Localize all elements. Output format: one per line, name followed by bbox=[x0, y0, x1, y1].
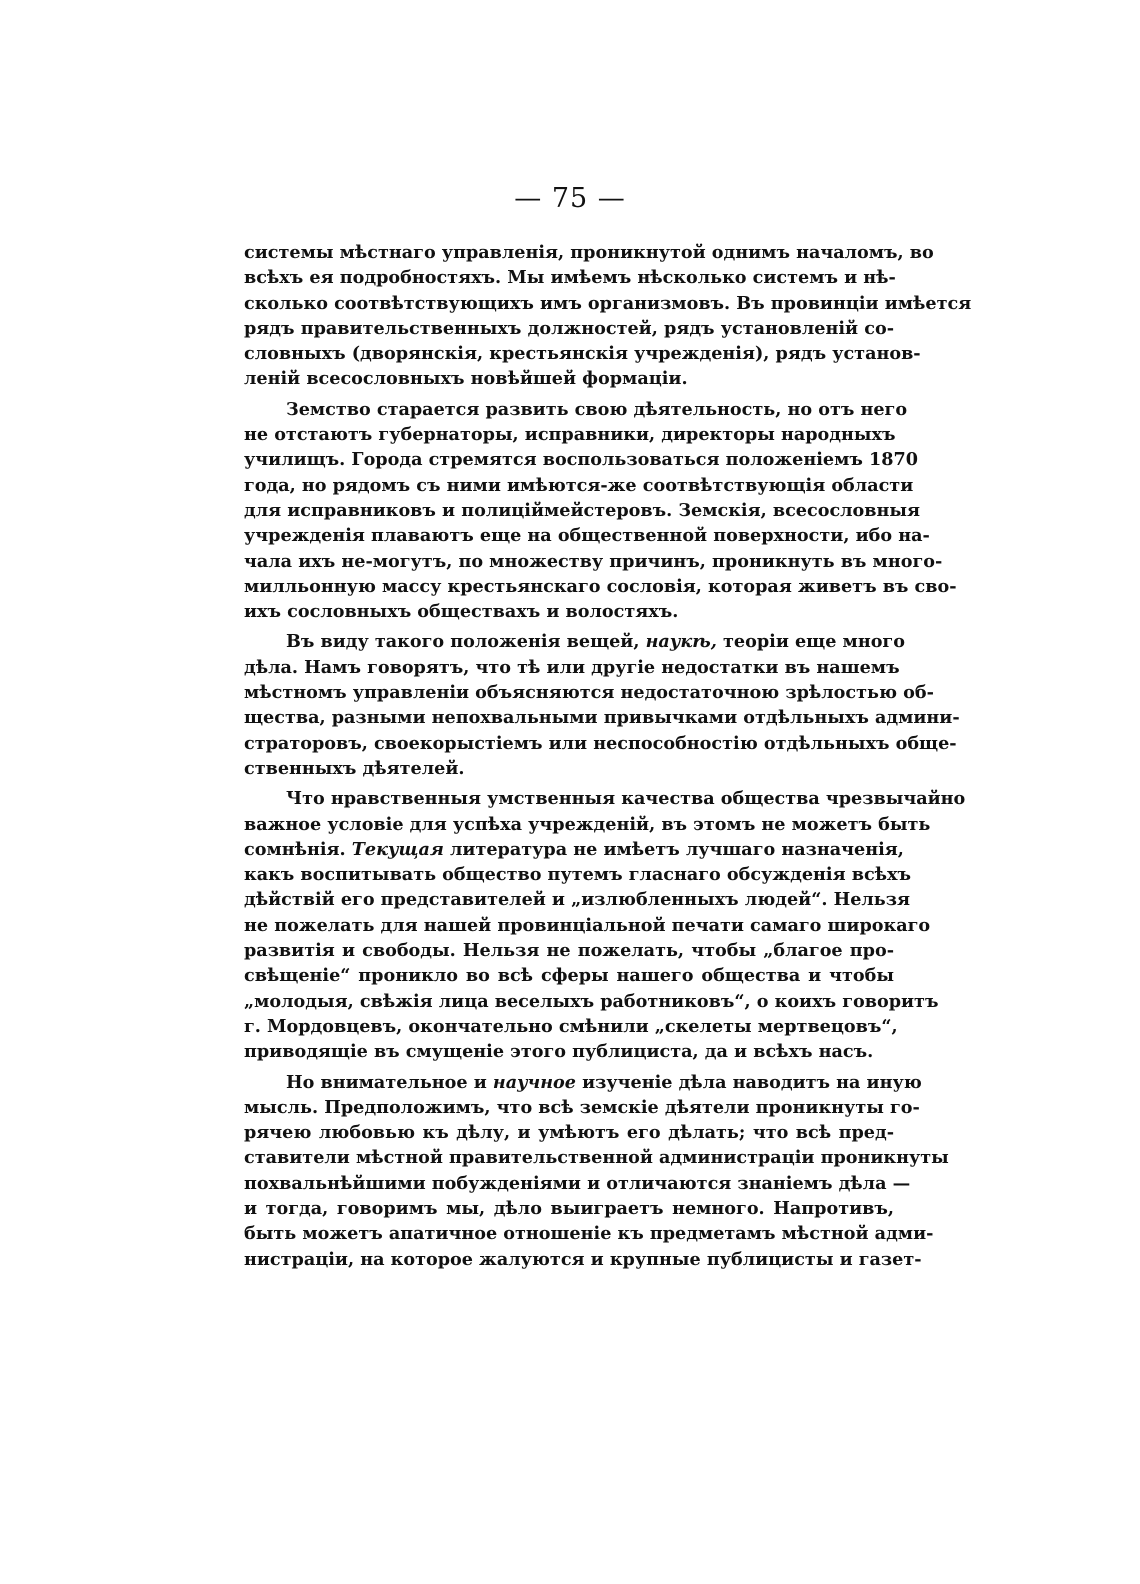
text-line: мѣстномъ управленіи объясняются недостаточною зрѣлостью об- bbox=[244, 682, 934, 704]
text-line: года, но рядомъ съ ними имѣются-же соотвѣтствующія области bbox=[244, 474, 914, 496]
paragraph bbox=[244, 786, 966, 1064]
italic-word: Текущая bbox=[351, 838, 444, 860]
text-line: леній всесословныхъ новѣйшей формаціи. bbox=[244, 368, 688, 390]
text-line: словныхъ (дворянскія, крестьянскія учрежденія), рядъ установ- bbox=[244, 343, 921, 365]
text-line: страторовъ, своекорыстіемъ или неспособностію отдѣльныхъ обще- bbox=[244, 732, 957, 754]
text-line: дѣйствій его представителей и „излюбленныхъ людей“. Нельзя bbox=[244, 889, 910, 911]
text-line: рячею любовью къ дѣлу, и умѣютъ его дѣлать; что всѣ пред- bbox=[244, 1122, 894, 1144]
text-line: ственныхъ дѣятелей. bbox=[244, 757, 465, 779]
text-line: не пожелать для нашей провинціальной печати самаго широкаго bbox=[244, 914, 931, 936]
text-line: быть можетъ апатичное отношеніе къ предметамъ мѣстной адми- bbox=[244, 1223, 934, 1245]
paragraph bbox=[244, 240, 972, 392]
text-line: мысль. Предположимъ, что всѣ земскіе дѣятели проникнуты го- bbox=[244, 1096, 920, 1118]
italic-word: научное bbox=[492, 1071, 576, 1093]
text-line: Земство старается развить свою дѣятельность, но отъ него bbox=[286, 398, 908, 420]
text-line: свѣщеніе“ проникло во всѣ сферы нашего общества и чтобы bbox=[244, 965, 894, 987]
text-run: теоріи еще много bbox=[716, 631, 905, 653]
text-line: „молодыя, свѣжія лица веселыхъ работниковъ“, о коихъ говоритъ bbox=[244, 990, 939, 1012]
text-line: милльонную массу крестьянскаго сословія, которая живетъ въ сво- bbox=[244, 575, 957, 597]
paragraph bbox=[244, 629, 960, 781]
text-run: сомнѣнія. bbox=[244, 838, 352, 860]
text-run: литература не имѣетъ лучшаго назначенія, bbox=[443, 838, 904, 860]
text-line: не отстаютъ губернаторы, исправники, директоры народныхъ bbox=[244, 424, 896, 446]
text-line: всѣхъ ея подробностяхъ. Мы имѣемъ нѣсколько системъ и нѣ- bbox=[244, 267, 896, 289]
text-line: и тогда, говоримъ мы, дѣло выиграетъ немного. Напротивъ, bbox=[244, 1197, 894, 1219]
paragraph bbox=[244, 397, 957, 625]
text-run: Но внимательное и bbox=[286, 1071, 493, 1093]
text-line: системы мѣстнаго управленія, проникнутой однимъ началомъ, во bbox=[244, 242, 934, 263]
text-line: рядъ правительственныхъ должностей, рядъ установленій со- bbox=[244, 317, 894, 339]
text-line: чала ихъ не-могутъ, по множеству причинъ, проникнуть въ много- bbox=[244, 550, 943, 572]
italic-word: наукѣ, bbox=[645, 631, 717, 653]
text-line: для исправниковъ и полиціймейстеровъ. Земскія, всесословныя bbox=[244, 499, 921, 521]
text-run: Въ виду такого положенія вещей, bbox=[286, 631, 646, 653]
paragraph bbox=[244, 1070, 949, 1272]
text-line: приводящіе въ смущеніе этого публициста, да и всѣхъ насъ. bbox=[244, 1041, 874, 1063]
text-line: какъ воспитывать общество путемъ гласнаго обсужденія всѣхъ bbox=[244, 864, 912, 886]
text-line: дѣла. Намъ говорятъ, что тѣ или другіе недостатки въ нашемъ bbox=[244, 656, 900, 678]
text-run: изученіе дѣла наводитъ на иную bbox=[575, 1071, 922, 1093]
text-line: учрежденія плаваютъ еще на общественной поверхности, ибо на- bbox=[244, 525, 930, 547]
text-line: похвальнѣйшими побужденіями и отличаются знаніемъ дѣла — bbox=[244, 1172, 911, 1194]
text-line: Что нравственныя умственныя качества общества чрезвычайно bbox=[286, 788, 966, 810]
text-line: училищъ. Города стремятся воспользоваться положеніемъ 1870 bbox=[244, 449, 918, 471]
text-line: щества, разными непохвальными привычками отдѣльныхъ админи- bbox=[244, 707, 960, 729]
text-line: важное условіе для успѣха учрежденій, въ этомъ не можетъ быть bbox=[244, 813, 931, 835]
text-line: нистраціи, на которое жалуются и крупные публицисты и газет- bbox=[244, 1248, 922, 1270]
text-line: ихъ сословныхъ обществахъ и волостяхъ. bbox=[244, 601, 679, 623]
text-line bbox=[244, 837, 904, 862]
text-line bbox=[244, 1070, 922, 1095]
text-line: ставители мѣстной правительственной администраціи проникнуты bbox=[244, 1147, 949, 1169]
text-line: сколько соотвѣтствующихъ имъ организмовъ. Въ провинціи имѣется bbox=[244, 292, 972, 314]
body-text bbox=[244, 240, 972, 1272]
text-line: г. Мордовцевъ, окончательно смѣнили „скелеты мертвецовъ“, bbox=[244, 1015, 898, 1037]
page-number: — 75 — bbox=[514, 183, 626, 214]
text-line: развитія и свободы. Нельзя не пожелать, чтобы „благое про- bbox=[244, 940, 894, 962]
text-line bbox=[244, 629, 905, 654]
